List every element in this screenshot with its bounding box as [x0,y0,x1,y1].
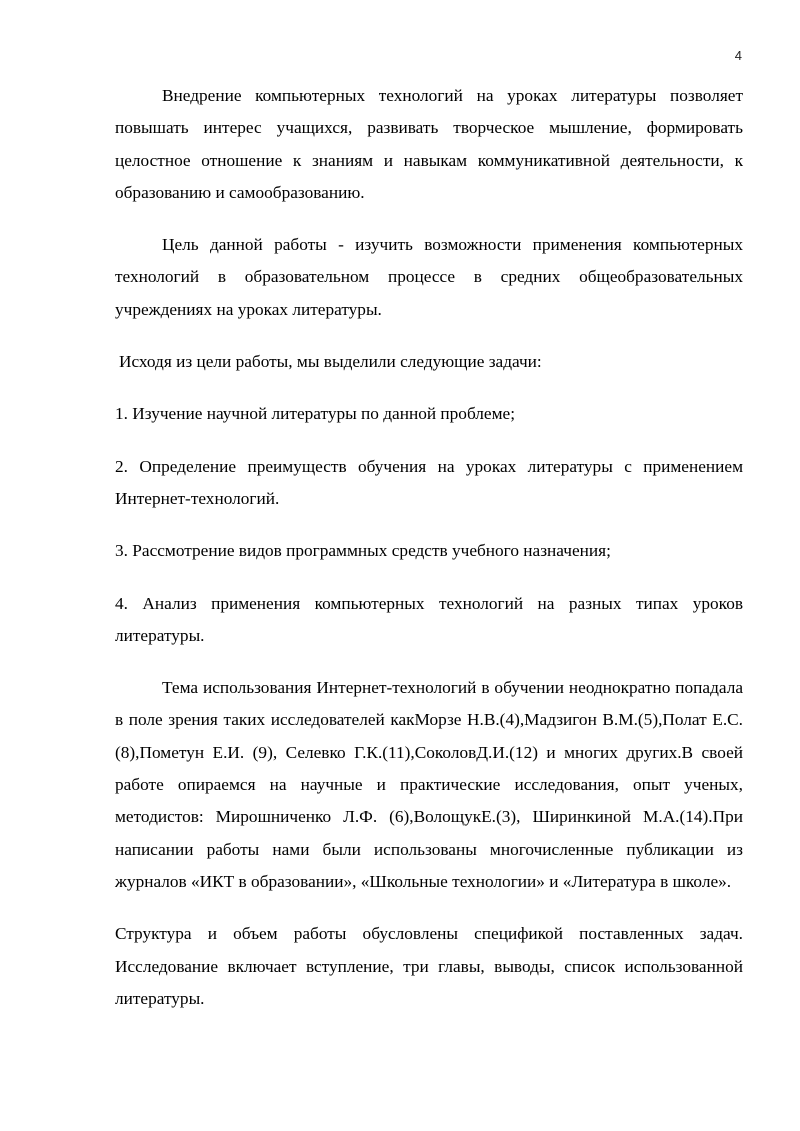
paragraph-structure: Структура и объем работы обусловлены спецификой поставленных задач. Исследование включает вступление, три главы, выводы, список использованной литературы. [115,924,743,1008]
task-item-3: 3. Рассмотрение видов программных средств учебного назначения; [115,541,611,561]
task-item-2: 2. Определение преимуществ обучения на уроках литературы с применением Интернет-технологий. [115,456,743,508]
page-number: 4 [734,48,742,63]
paragraph-research: Тема использования Интернет-технологий в обучении неоднократно попадала в поле зрения таких исследователей какМорзе Н.В.(4),Мадзигон В.М.(5),Полат Е.С.(8),Пометун Е.И. (9), Селевко Г.К.(11),СоколовД.И.(12) и многих других.В своей работе опираемся на научные и практические исследования, опыт ученых, методистов: Мирошниченко Л.Ф. (6),ВолощукЕ.(3), Ширинкиной М.А.(14).При написании работы нами были использованы многочисленные публикации из журналов «ИКТ в образовании», «Школьные технологии» и «Литература в школе». [115,678,743,891]
paragraph-intro: Внедрение компьютерных технологий на уроках литературы позволяет повышать интерес учащихся, развивать творческое мышление, формировать целостное отношение к знаниям и навыкам коммуникативной деятельности, к образованию и самообразованию. [115,86,743,202]
paragraph-goal: Цель данной работы - изучить возможности применения компьютерных технологий в образовательном процессе в средних общеобразовательных учреждениях на уроках литературы. [115,235,743,319]
paragraph-tasks-intro: Исходя из цели работы, мы выделили следующие задачи: [119,352,542,372]
task-item-1: 1. Изучение научной литературы по данной проблеме; [115,404,516,424]
document-body [115,80,743,1015]
task-item-4: 4. Анализ применения компьютерных технологий на разных типах уроков литературы. [115,593,743,645]
